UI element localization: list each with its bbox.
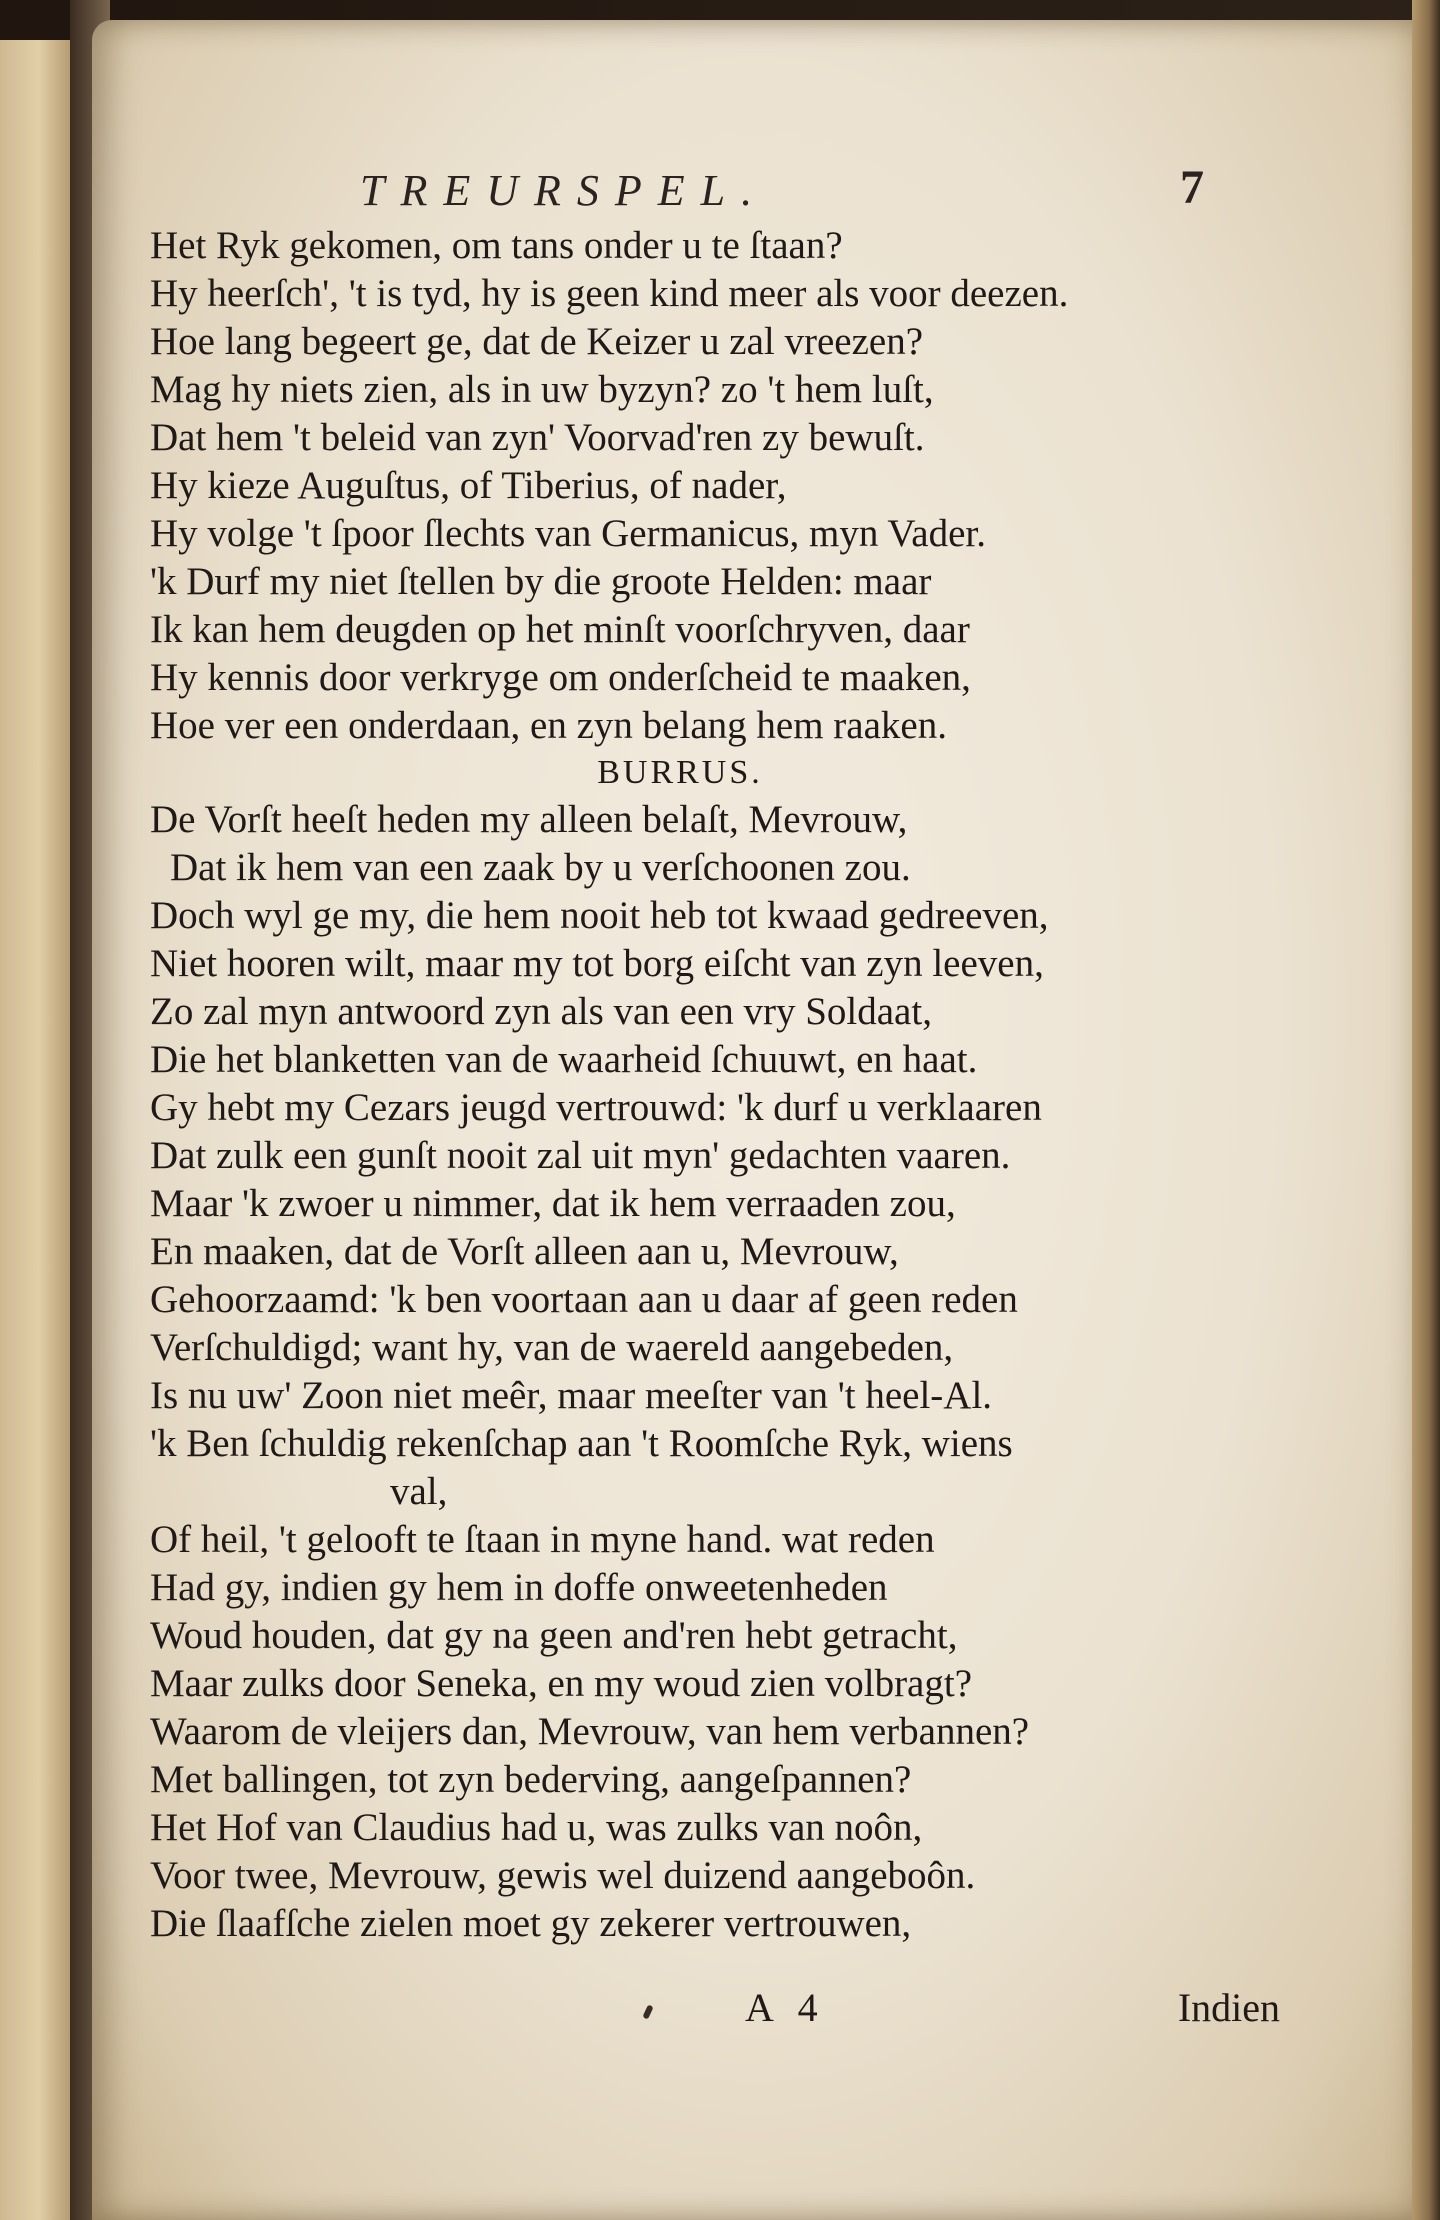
verse-line: Waarom de vleijers dan, Mevrouw, van hem verbannen? [150, 1710, 1030, 1753]
running-head: TREURSPEL. [360, 166, 769, 215]
verse-line: Hoe lang begeert ge, dat de Keizer u zal vreezen? [150, 320, 924, 363]
verse-line: Mag hy niets zien, als in uw byzyn? zo 't hem luſt, [150, 368, 934, 411]
verse-line: Niet hooren wilt, maar my tot borg eiſcht van zyn leeven, [150, 942, 1044, 985]
page-footer [150, 1984, 1280, 2034]
verse-line: Hy heerſch', 't is tyd, hy is geen kind meer als voor deezen. [150, 272, 1069, 315]
verse-line: Hoe ver een onderdaan, en zyn belang hem raaken. [150, 704, 947, 747]
verse-line: Gehoorzaamd: 'k ben voortaan aan u daar af geen reden [150, 1278, 1018, 1321]
verse-line: 'k Durf my niet ſtellen by die groote Helden: maar [150, 560, 932, 603]
verse-line: Of heil, 't gelooft te ſtaan in myne hand. wat reden [150, 1518, 935, 1561]
signature-mark: A 4 [745, 1985, 826, 2030]
verse-line: Dat zulk een gunſt nooit zal uit myn' gedachten vaaren. [150, 1134, 1011, 1177]
verse-line: Gy hebt my Cezars jeugd vertrouwd: 'k durf u verklaaren [150, 1086, 1042, 1129]
verse-line: Dat hem 't beleid van zyn' Voorvad'ren zy bewuſt. [150, 416, 925, 459]
speaker-name: BURRUS. [597, 754, 763, 791]
facing-page-edge [0, 40, 73, 2220]
verse-line: Doch wyl ge my, die hem nooit heb tot kwaad gedreeven, [150, 894, 1049, 937]
verse-line: Verſchuldigd; want hy, van de waereld aangebeden, [150, 1326, 954, 1369]
verse-line: Met ballingen, tot zyn bederving, aangeſpannen? [150, 1758, 912, 1801]
page-fore-edge [1412, 0, 1440, 2220]
verse-turnover: val, [390, 1470, 448, 1513]
verse-line: Had gy, indien gy hem in doffe onweetenheden [150, 1566, 888, 1609]
verse-text [150, 222, 1290, 1948]
verse-line: Maar 'k zwoer u nimmer, dat ik hem verraaden zou, [150, 1182, 956, 1225]
verse-line: Voor twee, Mevrouw, gewis wel duizend aangeboôn. [150, 1854, 976, 1897]
verse-line: Dat ik hem van een zaak by u verſchoonen zou. [170, 846, 911, 889]
verse-line: 'k Ben ſchuldig rekenſchap aan 't Roomſche Ryk, wiens [150, 1422, 1013, 1465]
page-number: 7 [1180, 161, 1204, 214]
verse-line: Die ſlaafſche zielen moet gy zekerer vertrouwen, [150, 1902, 912, 1945]
verse-line: Is nu uw' Zoon niet meêr, maar meeſter van 't heel-Al. [150, 1374, 993, 1417]
verse-line: Hy kennis door verkryge om onderſcheid te maaken, [150, 656, 971, 699]
verse-line: Het Hof van Claudius had u, was zulks van noôn, [150, 1806, 923, 1849]
verse-line: Hy volge 't ſpoor ſlechts van Germanicus, myn Vader. [150, 512, 986, 555]
verse-line: En maaken, dat de Vorſt alleen aan u, Mevrouw, [150, 1230, 899, 1273]
verse-line: Ik kan hem deugden op het minſt voorſchryven, daar [150, 608, 970, 651]
verse-line: Die het blanketten van de waarheid ſchuuwt, en haat. [150, 1038, 978, 1081]
verse-line: Hy kieze Auguſtus, of Tiberius, of nader, [150, 464, 787, 507]
verse-line: Het Ryk gekomen, om tans onder u te ſtaan? [150, 224, 843, 267]
verse-line: Zo zal myn antwoord zyn als van een vry Soldaat, [150, 990, 932, 1033]
verse-line: Woud houden, dat gy na geen and'ren hebt getracht, [150, 1614, 958, 1657]
catchword: Indien [1177, 1985, 1280, 2030]
verse-line: Maar zulks door Seneka, en my woud zien volbragt? [150, 1662, 973, 1705]
verse-line: De Vorſt heeſt heden my alleen belaſt, Mevrouw, [150, 798, 908, 841]
